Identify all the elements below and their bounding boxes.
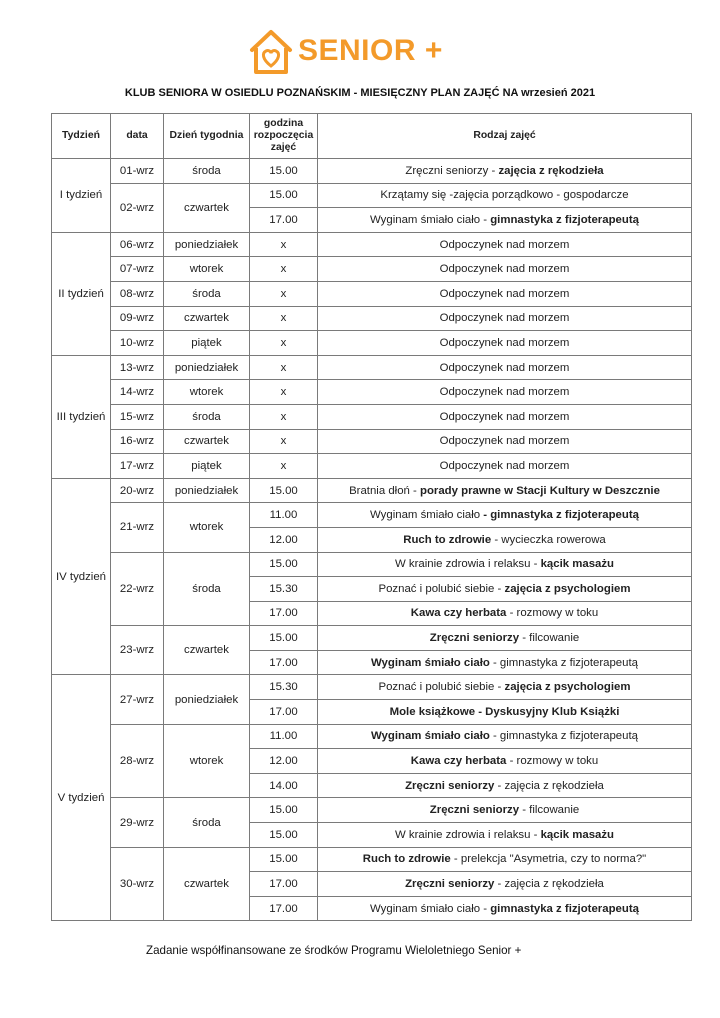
time-cell: 15.00	[250, 159, 318, 184]
activity-text: Zręczni seniorzy	[405, 878, 495, 891]
date-cell: 06-wrz	[111, 232, 164, 257]
activity-text: Poznać i polubić siebie -	[378, 582, 505, 595]
header-activity: Rodzaj zajęć	[318, 114, 692, 159]
activity-text: Odpoczynek nad morzem	[439, 459, 570, 472]
table-row	[52, 626, 692, 651]
activity-text: W krainie zdrowia i relaksu -	[394, 828, 541, 841]
date-cell: 09-wrz	[111, 306, 164, 331]
activity-text: Wyginam śmiało ciało -	[370, 902, 491, 915]
senior-plus-logo	[248, 28, 448, 80]
date-cell: 14-wrz	[111, 380, 164, 405]
time-cell: x	[250, 404, 318, 429]
activity-cell	[318, 798, 692, 823]
activity-text: zajęcia z psychologiem	[504, 582, 631, 595]
activity-cell	[318, 429, 692, 454]
week-label: I tydzień	[52, 159, 111, 233]
activity-text: Odpoczynek nad morzem	[439, 336, 570, 349]
activity-cell	[318, 675, 692, 700]
page-title: KLUB SENIORA W OSIEDLU POZNAŃSKIM - MIESIĘCZNY PLAN ZAJĘĆ NA wrzesień 2021	[124, 87, 596, 99]
time-cell: 17.00	[250, 896, 318, 921]
weekday-cell: czwartek	[164, 306, 250, 331]
activity-cell	[318, 650, 692, 675]
table-row	[52, 675, 692, 700]
time-cell: 17.00	[250, 872, 318, 897]
weekday-cell: wtorek	[164, 724, 250, 798]
activity-cell	[318, 257, 692, 282]
activity-text: Wyginam śmiało ciało -	[370, 213, 491, 226]
activity-cell	[318, 380, 692, 405]
activity-cell	[318, 183, 692, 208]
weekday-cell: poniedziałek	[164, 232, 250, 257]
date-cell: 28-wrz	[111, 724, 164, 798]
activity-text: gimnastyka z fizjoterapeutą	[490, 902, 639, 915]
logo-text: SENIOR +	[298, 34, 443, 67]
date-cell: 23-wrz	[111, 626, 164, 675]
activity-text: W krainie zdrowia i relaksu -	[394, 558, 541, 571]
header-time: godzina rozpoczęcia zajęć	[250, 114, 318, 159]
activity-text: - zajęcia z rękodzieła	[494, 878, 604, 891]
activity-text: - rozmowy w toku	[506, 755, 599, 768]
date-cell: 02-wrz	[111, 183, 164, 232]
table-row	[52, 306, 692, 331]
activity-cell	[318, 577, 692, 602]
activity-text: kącik masażu	[540, 558, 615, 571]
house-heart-icon	[248, 28, 294, 76]
activity-cell	[318, 552, 692, 577]
time-cell: x	[250, 306, 318, 331]
weekday-cell: środa	[164, 552, 250, 626]
activity-text: Odpoczynek nad morzem	[439, 435, 570, 448]
date-cell: 27-wrz	[111, 675, 164, 724]
weekday-cell: środa	[164, 798, 250, 847]
time-cell: 12.00	[250, 749, 318, 774]
time-cell: 12.00	[250, 527, 318, 552]
table-row	[52, 552, 692, 577]
time-cell: 15.00	[250, 823, 318, 848]
time-cell: x	[250, 355, 318, 380]
activity-text: Wyginam śmiało ciało	[370, 509, 484, 522]
time-cell: 15.00	[250, 552, 318, 577]
time-cell: 17.00	[250, 700, 318, 725]
activity-text: Krzątamy się -zajęcia porządkowo - gospodarcze	[380, 189, 629, 202]
weekday-cell: czwartek	[164, 626, 250, 675]
date-cell: 17-wrz	[111, 454, 164, 479]
weekday-cell: czwartek	[164, 847, 250, 921]
activity-text: Poznać i polubić siebie -	[378, 681, 505, 694]
activity-text: - filcowanie	[519, 632, 580, 645]
activity-text: Kawa czy herbata	[410, 755, 507, 768]
weekday-cell: poniedziałek	[164, 355, 250, 380]
activity-cell	[318, 749, 692, 774]
weekday-cell: czwartek	[164, 183, 250, 232]
activity-text: Zręczni seniorzy	[429, 804, 520, 817]
table-row	[52, 281, 692, 306]
weekday-cell: środa	[164, 404, 250, 429]
activity-text: zajęcia z psychologiem	[504, 681, 631, 694]
table-header-row	[52, 114, 692, 159]
date-cell: 21-wrz	[111, 503, 164, 552]
time-cell: 15.00	[250, 478, 318, 503]
time-cell: x	[250, 429, 318, 454]
activity-cell	[318, 208, 692, 233]
date-cell: 20-wrz	[111, 478, 164, 503]
footer-note: Zadanie współfinansowane ze środków Programu Wieloletniego Senior +	[146, 944, 522, 957]
header-day: Dzień tygodnia	[164, 114, 250, 159]
header-week: Tydzień	[52, 114, 111, 159]
activity-cell	[318, 872, 692, 897]
weekday-cell: piątek	[164, 331, 250, 356]
activity-text: - filcowanie	[519, 804, 580, 817]
activity-text: Kawa czy herbata	[410, 607, 507, 620]
date-cell: 07-wrz	[111, 257, 164, 282]
activity-text: Wyginam śmiało ciało	[371, 656, 490, 669]
activity-text: Bratnia dłoń -	[349, 484, 420, 497]
table-row	[52, 454, 692, 479]
activity-text: - wycieczka rowerowa	[491, 533, 606, 546]
date-cell: 16-wrz	[111, 429, 164, 454]
activity-text: Odpoczynek nad morzem	[439, 386, 570, 399]
table-row	[52, 355, 692, 380]
time-cell: 17.00	[250, 601, 318, 626]
time-cell: x	[250, 257, 318, 282]
date-cell: 13-wrz	[111, 355, 164, 380]
weekday-cell: wtorek	[164, 380, 250, 405]
weekday-cell: poniedziałek	[164, 675, 250, 724]
time-cell: 15.00	[250, 798, 318, 823]
week-label: V tydzień	[52, 675, 111, 921]
week-label: III tydzień	[52, 355, 111, 478]
table-row	[52, 503, 692, 528]
table-row	[52, 478, 692, 503]
time-cell: 15.00	[250, 183, 318, 208]
activity-text: Zręczni seniorzy	[405, 779, 495, 792]
activity-text: Odpoczynek nad morzem	[439, 287, 570, 300]
activity-cell	[318, 454, 692, 479]
activity-cell	[318, 355, 692, 380]
weekday-cell: środa	[164, 281, 250, 306]
schedule-table	[51, 113, 692, 921]
table-row	[52, 183, 692, 208]
activity-cell	[318, 700, 692, 725]
activity-text: Odpoczynek nad morzem	[439, 263, 570, 276]
date-cell: 22-wrz	[111, 552, 164, 626]
time-cell: 17.00	[250, 650, 318, 675]
weekday-cell: czwartek	[164, 429, 250, 454]
activity-cell	[318, 281, 692, 306]
time-cell: 15.00	[250, 847, 318, 872]
weekday-cell: wtorek	[164, 257, 250, 282]
activity-cell	[318, 823, 692, 848]
schedule-body	[52, 159, 692, 921]
activity-text: Wyginam śmiało ciało	[371, 730, 490, 743]
activity-text: Zręczni seniorzy -	[405, 164, 499, 177]
date-cell: 01-wrz	[111, 159, 164, 184]
activity-text: Zręczni seniorzy	[429, 632, 520, 645]
activity-cell	[318, 503, 692, 528]
activity-text: Odpoczynek nad morzem	[439, 361, 570, 374]
time-cell: x	[250, 454, 318, 479]
activity-cell	[318, 527, 692, 552]
date-cell: 29-wrz	[111, 798, 164, 847]
time-cell: 14.00	[250, 773, 318, 798]
activity-cell	[318, 896, 692, 921]
activity-text: kącik masażu	[540, 828, 615, 841]
activity-text: Mole książkowe - Dyskusyjny Klub Książki	[389, 705, 620, 718]
activity-text: Ruch to zdrowie	[403, 533, 492, 546]
time-cell: 17.00	[250, 208, 318, 233]
activity-text: - gimnastyka z fizjoterapeutą	[489, 730, 638, 743]
activity-cell	[318, 773, 692, 798]
activity-cell	[318, 404, 692, 429]
table-row	[52, 159, 692, 184]
week-label: II tydzień	[52, 232, 111, 355]
time-cell: x	[250, 232, 318, 257]
table-row	[52, 429, 692, 454]
table-row	[52, 331, 692, 356]
activity-cell	[318, 601, 692, 626]
table-row	[52, 847, 692, 872]
time-cell: x	[250, 331, 318, 356]
time-cell: 15.30	[250, 577, 318, 602]
time-cell: x	[250, 281, 318, 306]
time-cell: 15.00	[250, 626, 318, 651]
activity-text: Ruch to zdrowie	[362, 853, 451, 866]
activity-text: - rozmowy w toku	[506, 607, 599, 620]
date-cell: 10-wrz	[111, 331, 164, 356]
activity-cell	[318, 626, 692, 651]
weekday-cell: poniedziałek	[164, 478, 250, 503]
activity-text: - gimnastyka z fizjoterapeutą	[489, 656, 638, 669]
activity-text: - gimnastyka z fizjoterapeutą	[483, 509, 639, 522]
activity-cell	[318, 478, 692, 503]
activity-cell	[318, 331, 692, 356]
activity-cell	[318, 159, 692, 184]
time-cell: x	[250, 380, 318, 405]
time-cell: 11.00	[250, 724, 318, 749]
weekday-cell: środa	[164, 159, 250, 184]
time-cell: 11.00	[250, 503, 318, 528]
weekday-cell: piątek	[164, 454, 250, 479]
date-cell: 30-wrz	[111, 847, 164, 921]
activity-text: - prelekcja "Asymetria, czy to norma?"	[450, 853, 647, 866]
time-cell: 15.30	[250, 675, 318, 700]
weekday-cell: wtorek	[164, 503, 250, 552]
header-date: data	[111, 114, 164, 159]
activity-text: - zajęcia z rękodzieła	[494, 779, 604, 792]
date-cell: 15-wrz	[111, 404, 164, 429]
activity-text: Odpoczynek nad morzem	[439, 312, 570, 325]
table-row	[52, 798, 692, 823]
table-row	[52, 404, 692, 429]
activity-text: gimnastyka z fizjoterapeutą	[490, 213, 639, 226]
activity-text: porady prawne w Stacji Kultury w Deszcznie	[420, 484, 660, 497]
table-row	[52, 724, 692, 749]
activity-cell	[318, 306, 692, 331]
activity-text: Odpoczynek nad morzem	[439, 410, 570, 423]
activity-text: zajęcia z rękodzieła	[498, 164, 604, 177]
table-row	[52, 257, 692, 282]
activity-text: Odpoczynek nad morzem	[439, 238, 570, 251]
date-cell: 08-wrz	[111, 281, 164, 306]
week-label: IV tydzień	[52, 478, 111, 675]
table-row	[52, 232, 692, 257]
activity-cell	[318, 847, 692, 872]
activity-cell	[318, 232, 692, 257]
table-row	[52, 380, 692, 405]
activity-cell	[318, 724, 692, 749]
